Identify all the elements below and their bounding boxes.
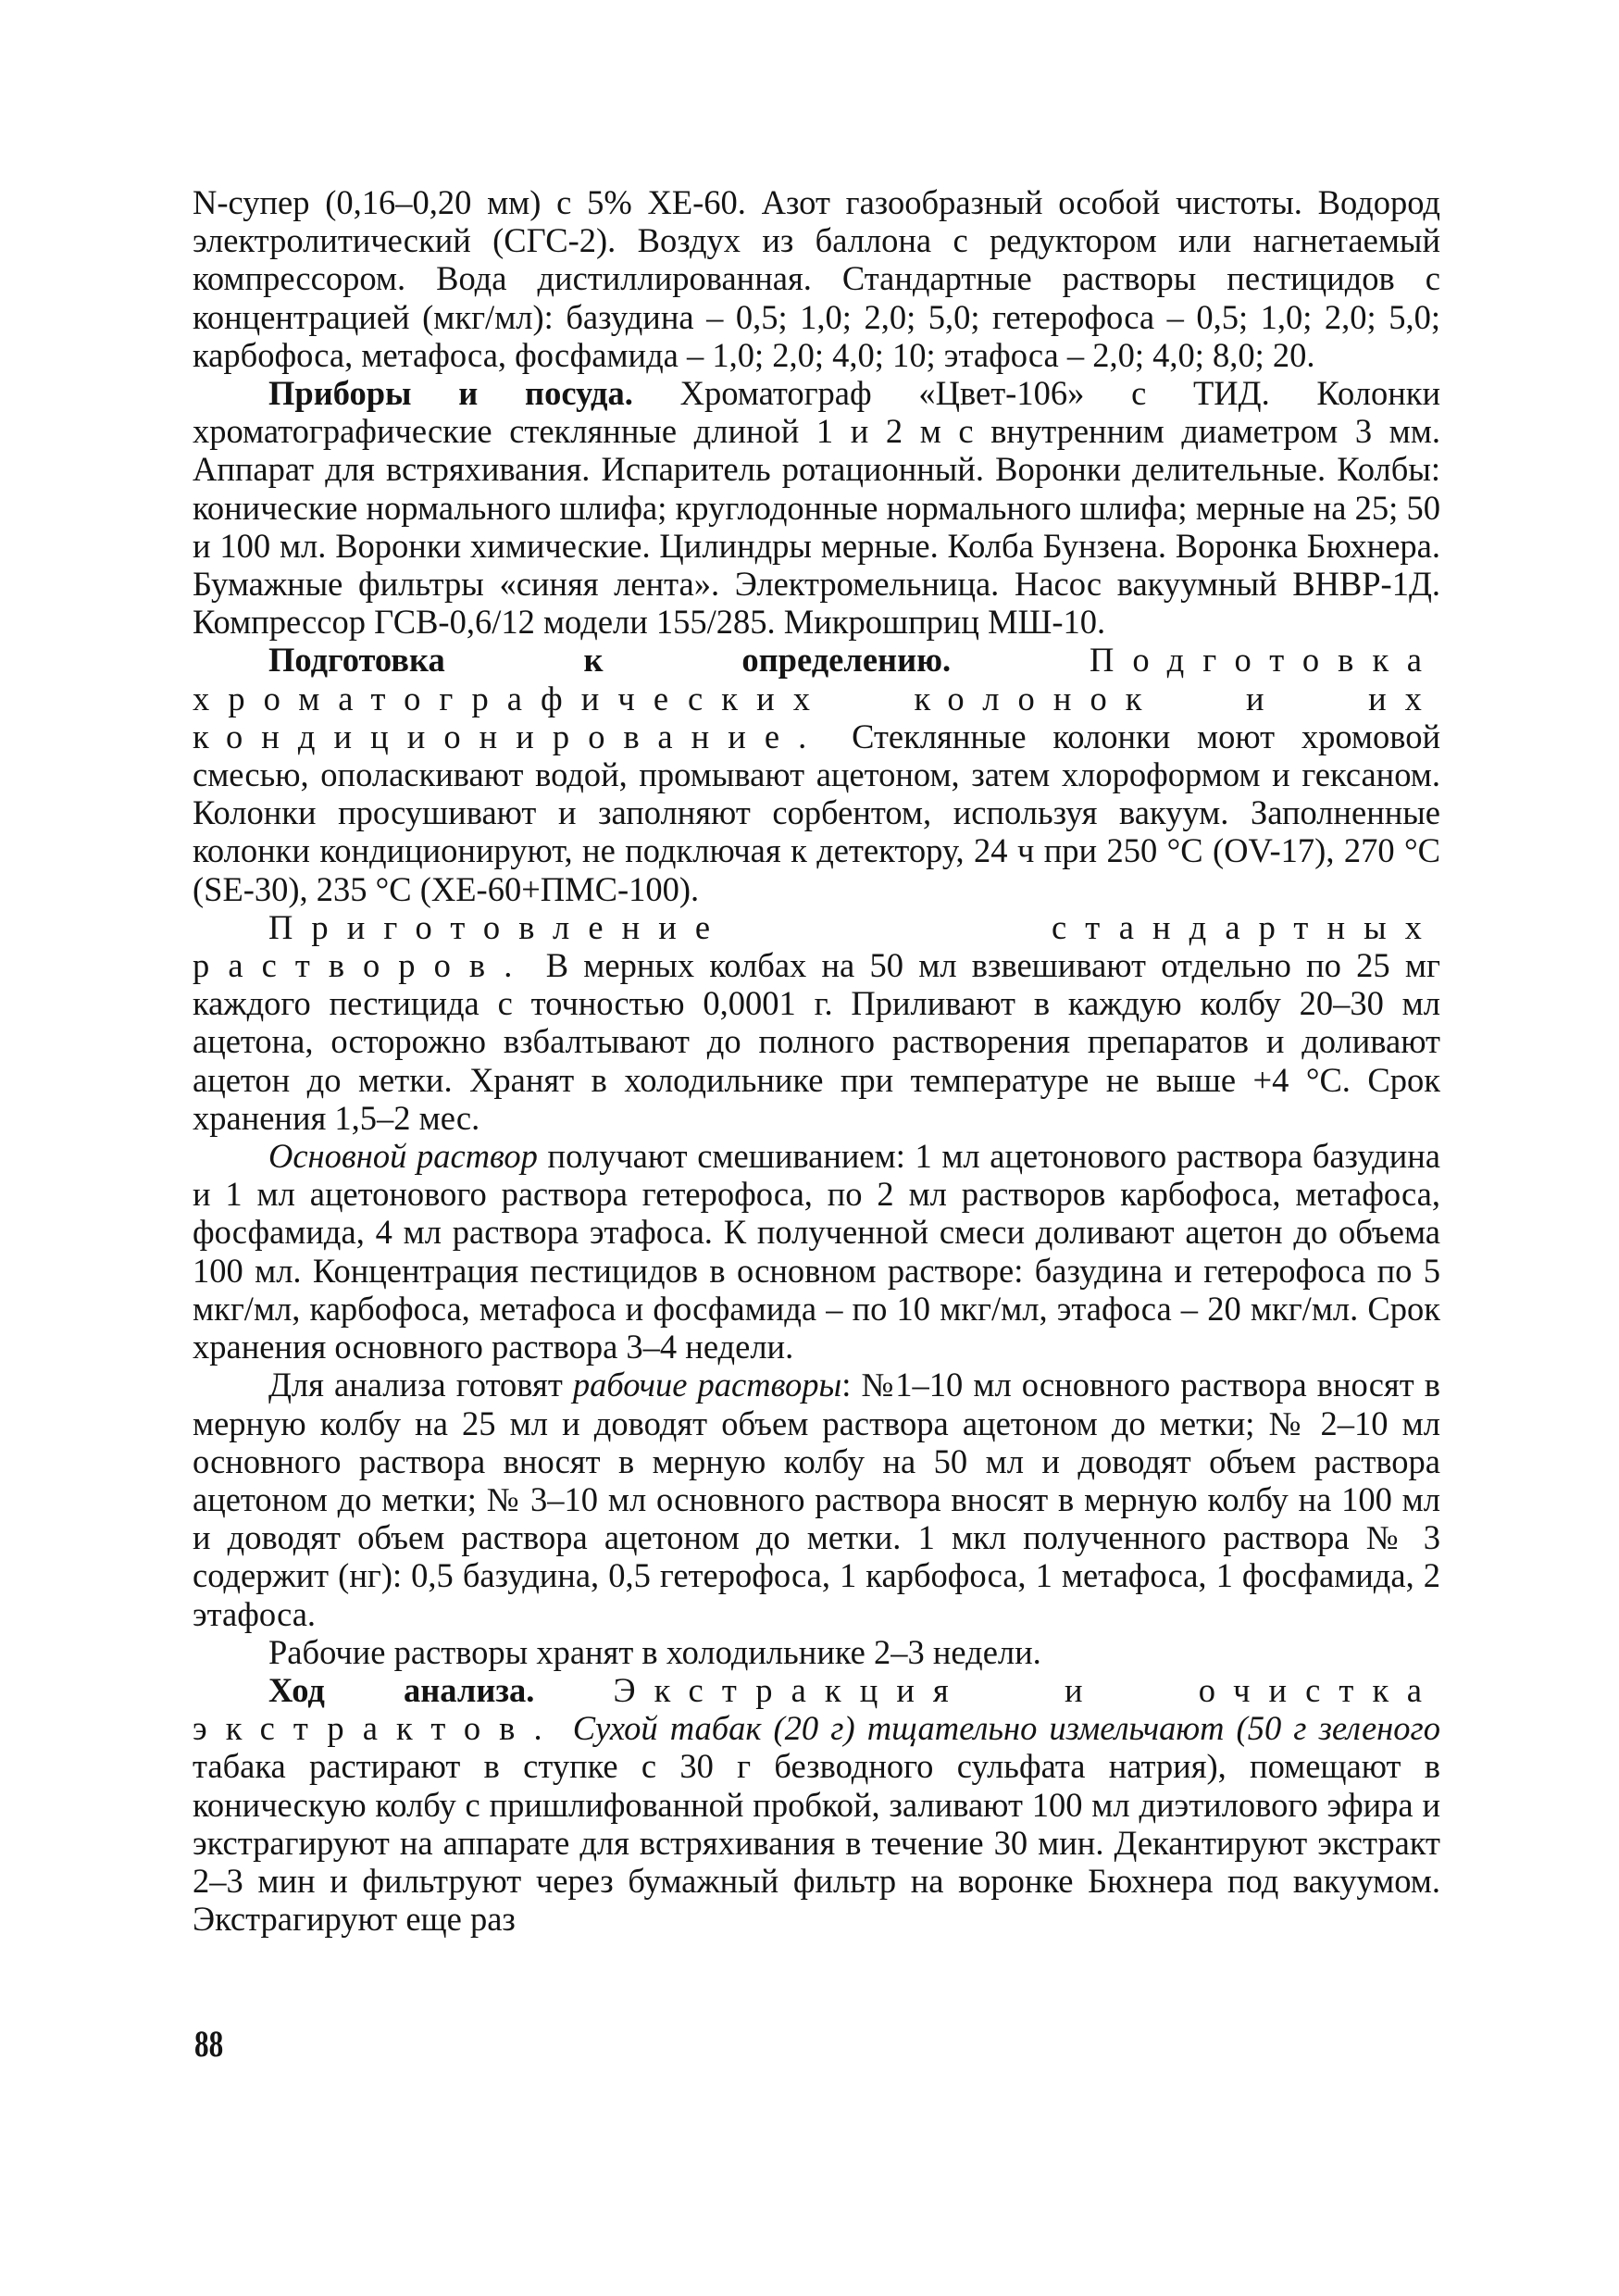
subheading-extraction: Экстракция и очистка экстрактов. xyxy=(193,1670,1440,1748)
term-main-solution: Основной раствор xyxy=(268,1137,538,1176)
paragraph-standard-solutions xyxy=(193,908,1440,1137)
working-solutions-intro: Для анализа готовят xyxy=(268,1366,573,1404)
main-solution-text: получают смешиванием: 1 мл ацетонового раствора базудина и 1 мл ацетонового раствора гетерофоса, по 2 мл растворов карбофоса, метафоса, фосфамида, 4 мл раствора этафоса. К полученной смеси доливают ацетон до объема 100 мл. Концентрация пестицидов в основном растворе: базудина и гетерофоса по 5 мкг/мл, карбофоса, метафоса и фосфамида – по 10 мкг/мл, этафоса – 20 мкг/мл. Срок хранения основного раствора 3–4 недели. xyxy=(193,1137,1440,1366)
paragraph-storage xyxy=(193,1633,1440,1671)
working-solutions-text: : №1–10 мл основного раствора вносят в мерную колбу на 25 мл и доводят объем раствора ацетоном до метки; № 2–10 мл основного раствора вносят в мерную колбу на 50 мл и доводят объем раствора ацетоном до метки; № 3–10 мл основного раствора вносят в мерную колбу на 100 мл и доводят объем раствора ацетоном до метки. 1 мкл полученного раствора № 3 содержит (нг): 0,5 базудина, 0,5 гетерофоса, 1 карбофоса, 1 метафоса, 1 фосфамида, 2 этафоса. xyxy=(193,1366,1440,1633)
term-working-solutions: рабочие растворы xyxy=(572,1366,842,1404)
storage-text: Рабочие растворы хранят в холодильнике 2–3 недели. xyxy=(268,1632,1041,1671)
extraction-italic-text: Сухой табак (20 г) тщательно измельчают (50 г зеленого xyxy=(572,1709,1440,1748)
spacer-text xyxy=(951,641,1090,679)
section-heading-instruments: Приборы и посуда. xyxy=(268,374,633,413)
preparation-text: Стеклянные колонки моют хромовой смесью, ополаскивают водой, промывают ацетоном, затем хлороформом и гексаном. Колонки просушивают и заполняют сорбентом, используя вакуум. Заполненные колонки кондиционируют, не подключая к детектору, 24 ч при 250 °С (OV-17), 270 °С (SE-30), 235 °С (XE-60+ПМС-100). xyxy=(193,717,1440,908)
subheading-columns: Подготовка хроматографических колонок и их кондиционирование. xyxy=(193,641,1440,755)
standard-solutions-text: В мерных колбах на 50 мл взвешивают отдельно по 25 мг каждого пестицида с точностью 0,0001 г. Приливают в каждую колбу 20–30 мл ацетона, осторожно взбалтывают до полного растворения препаратов и доливают ацетон до метки. Хранят в холодильнике при температуре не выше +4 °С. Срок хранения 1,5–2 мес. xyxy=(193,946,1440,1137)
subheading-standard-solutions: Приготовление стандартных растворов. xyxy=(193,907,1440,985)
paragraph-analysis xyxy=(193,1671,1440,1938)
paragraph-instruments xyxy=(193,374,1440,641)
reagents-text: N-супер (0,16–0,20 мм) с 5% XE-60. Азот газообразный особой чистоты. Водород электролитический (СГС-2). Воздух из баллона с редуктором или нагнетаемый компрессором. Вода дистиллированная. Стандартные растворы пестицидов с концентрацией (мкг/мл): базудина – 0,5; 1,0; 2,0; 5,0; гетерофоса – 0,5; 1,0; 2,0; 5,0; карбофоса, метафоса, фосфамида – 1,0; 2,0; 4,0; 10; этафоса – 2,0; 4,0; 8,0; 20. xyxy=(193,183,1440,374)
paragraph-preparation xyxy=(193,641,1440,907)
paragraph-main-solution xyxy=(193,1137,1440,1366)
section-heading-preparation: Подготовка к определению. xyxy=(268,641,952,680)
section-heading-analysis: Ход анализа. xyxy=(268,1670,535,1709)
spacer-text xyxy=(534,1671,613,1709)
paragraph-reagents-continued xyxy=(193,183,1440,374)
body-text xyxy=(193,183,1440,1938)
page-number: 88 xyxy=(194,2023,224,2065)
extraction-text: табака растирают в ступке с 30 г безводного сульфата натрия), помещают в коническую колбу с пришлифованной пробкой, заливают 100 мл диэтилового эфира и экстрагируют на аппарате для встряхивания в течение 30 мин. Декантируют экстракт 2–3 мин и фильтруют через бумажный фильтр на воронке Бюхнера под вакуумом. Экстрагируют еще раз xyxy=(193,1747,1440,1939)
instruments-text: Хроматограф «Цвет-106» с ТИД. Колонки хроматографические стеклянные длиной 1 и 2 м с внутренним диаметром 3 мм. Аппарат для встряхивания. Испаритель ротационный. Воронки делительные. Колбы: конические нормального шлифа; круглодонные нормального шлифа; мерные на 25; 50 и 100 мл. Воронки химические. Цилиндры мерные. Колба Бунзена. Воронка Бюхнера. Бумажные фильтры «синяя лента». Электромельница. Насос вакуумный ВНВР-1Д. Компрессор ГСВ-0,6/12 модели 155/285. Микрошприц МШ-10. xyxy=(193,374,1440,642)
spacer-text xyxy=(561,1709,573,1747)
paragraph-working-solutions xyxy=(193,1366,1440,1632)
